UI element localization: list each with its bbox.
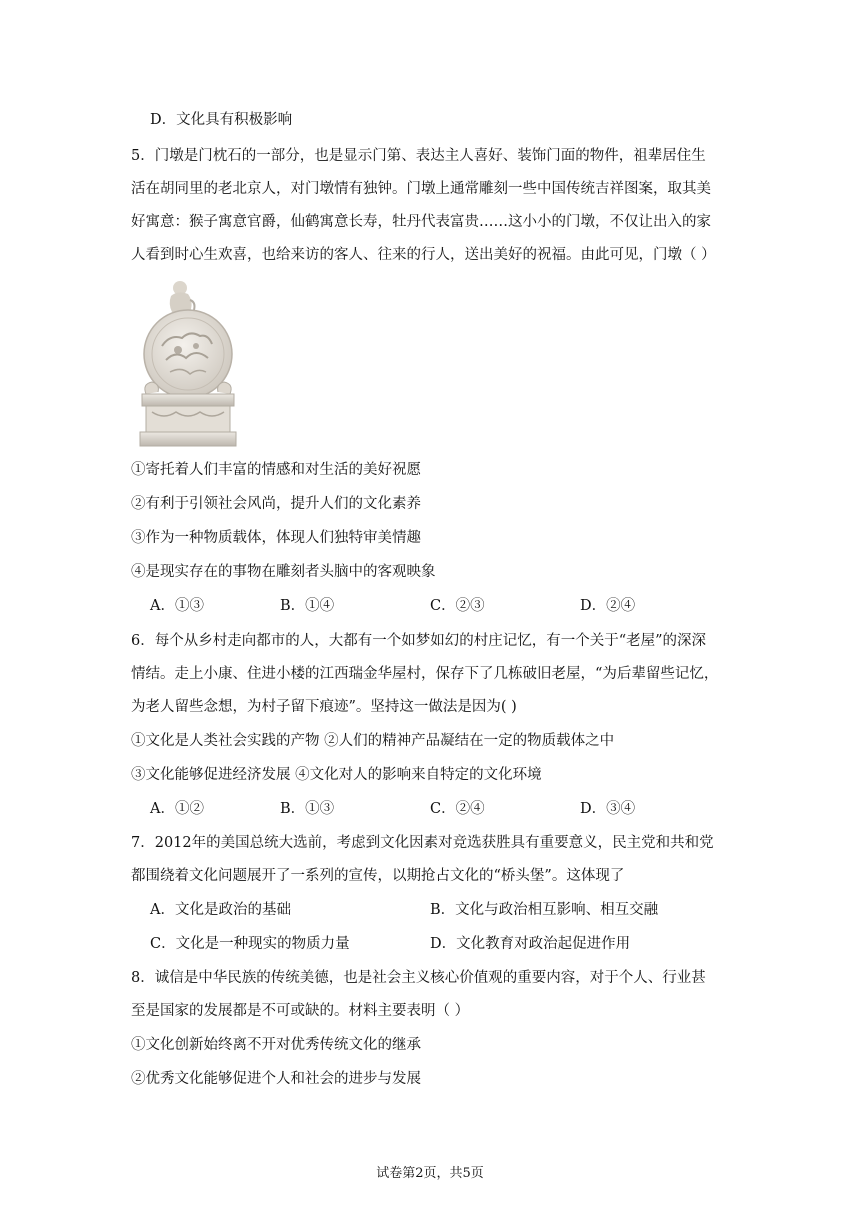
q5-option-c: C．②③ <box>430 598 485 614</box>
q6-stem-line-3: 为老人留些念想，为村子留下痕迹”。坚持这一做法是因为( ) <box>131 699 517 715</box>
q5-option-b: B．①④ <box>280 598 335 614</box>
q5-stem-line-2: 活在胡同里的老北京人，对门墩情有独钟。门墩上通常雕刻一些中国传统吉祥图案，取其美 <box>131 181 711 197</box>
q5-stem-line-3: 好寓意：猴子寓意官爵，仙鹤寓意长寿，牡丹代表富贵……这小小的门墩，不仅让出入的家 <box>131 214 711 230</box>
q6-option-d: D．③④ <box>580 801 636 817</box>
q6-option-c: C．②④ <box>430 801 485 817</box>
q6-statement-2: ③文化能够促进经济发展 ④文化对人的影响来自特定的文化环境 <box>131 767 542 783</box>
q5-statement-3: ③作为一种物质载体，体现人们独特审美情趣 <box>131 530 421 546</box>
q7-option-c: C．文化是一种现实的物质力量 <box>150 936 350 952</box>
q6-option-a: A．①② <box>150 801 204 817</box>
q4-option-d: D．文化具有积极影响 <box>150 112 293 128</box>
q5-stem-line-1: 5．门墩是门枕石的一部分，也是显示门第、表达主人喜好、装饰门面的物件，祖辈居住生 <box>131 148 706 164</box>
page-footer: 试卷第2页，共5页 <box>376 1166 484 1181</box>
q8-stem-line-2: 至是国家的发展都是不可或缺的。材料主要表明（ ） <box>131 1003 470 1019</box>
q5-option-a: A．①③ <box>150 598 204 614</box>
stone-door-pier-image <box>138 276 238 448</box>
q8-statement-1: ①文化创新始终离不开对优秀传统文化的继承 <box>131 1037 421 1053</box>
q5-statement-4: ④是现实存在的事物在雕刻者头脑中的客观映象 <box>131 564 436 580</box>
q7-option-b: B．文化与政治相互影响、相互交融 <box>430 902 659 918</box>
q7-stem-line-2: 都围绕着文化问题展开了一系列的宣传，以期抢占文化的“桥头堡”。这体现了 <box>131 868 625 884</box>
q6-stem-line-1: 6．每个从乡村走向都市的人，大都有一个如梦如幻的村庄记忆，有一个关于“老屋”的深深 <box>131 633 707 649</box>
q5-statement-2: ②有利于引领社会风尚，提升人们的文化素养 <box>131 496 421 512</box>
q6-option-b: B．①③ <box>280 801 335 817</box>
q7-option-d: D．文化教育对政治起促进作用 <box>430 936 631 952</box>
q6-stem-line-2: 情结。走上小康、住进小楼的江西瑞金华屋村，保存下了几栋破旧老屋，“为后辈留些记忆， <box>131 666 719 682</box>
q8-stem-line-1: 8．诚信是中华民族的传统美德，也是社会主义核心价值观的重要内容，对于个人、行业甚 <box>131 970 706 986</box>
q5-option-d: D．②④ <box>580 598 636 614</box>
q5-stem-line-4: 人看到时心生欢喜，也给来访的客人、往来的行人，送出美好的祝福。由此可见，门墩（ ） <box>131 247 716 263</box>
q7-option-a: A．文化是政治的基础 <box>150 902 291 918</box>
q6-statement-1: ①文化是人类社会实践的产物 ②人们的精神产品凝结在一定的物质载体之中 <box>131 733 615 749</box>
q7-stem-line-1: 7．2012年的美国总统大选前，考虑到文化因素对竞选获胜具有重要意义，民主党和共和党 <box>131 835 714 851</box>
q8-statement-2: ②优秀文化能够促进个人和社会的进步与发展 <box>131 1071 421 1087</box>
q5-statement-1: ①寄托着人们丰富的情感和对生活的美好祝愿 <box>131 462 421 478</box>
